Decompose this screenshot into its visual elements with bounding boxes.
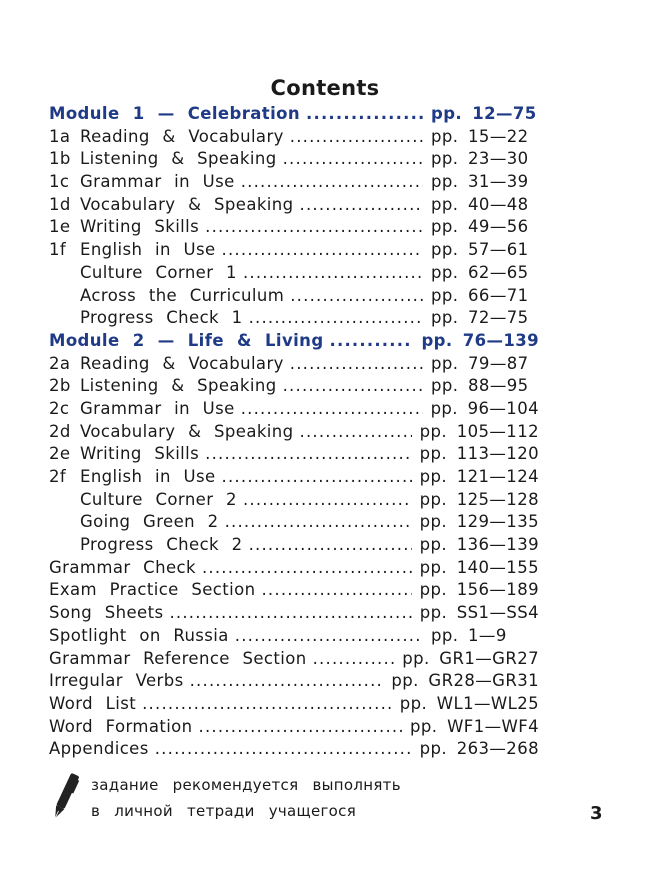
toc-row: [49, 694, 539, 717]
dot-leader: [205, 217, 423, 236]
toc-row-title: Word List: [49, 693, 137, 713]
toc-row: [49, 535, 539, 558]
toc-row-pages: pp. 62—65: [431, 262, 529, 282]
toc-row: [49, 626, 539, 649]
toc-row-number: 2b: [49, 376, 71, 396]
toc-row-pages: pp. 121—124: [419, 467, 539, 486]
dot-leader: [300, 422, 412, 441]
dot-leader: [155, 739, 412, 758]
toc-row: [49, 467, 539, 490]
toc-row-title: Writing Skills: [80, 217, 200, 237]
toc-row: [49, 490, 539, 513]
dot-leader: [249, 535, 412, 554]
toc-row-pages: pp. SS1—SS4: [419, 603, 539, 623]
toc-row: [49, 558, 539, 581]
toc-row: [49, 286, 539, 309]
toc-row-title: Exam Practice Section: [49, 580, 256, 600]
page-title: Contents: [270, 76, 380, 100]
toc-module-row: [49, 331, 539, 354]
toc-row-pages: pp. 1—9: [431, 625, 507, 645]
toc-row-pages: pp. 23—30: [431, 149, 529, 169]
toc-row-title: Listening & Speaking: [80, 376, 277, 396]
toc-row-number: 1f: [49, 240, 67, 260]
toc-row-pages: pp. 76—139: [421, 330, 539, 350]
toc-row-title: Word Formation: [49, 716, 193, 736]
toc-row-title: Vocabulary & Speaking: [80, 421, 294, 441]
dot-leader: [225, 512, 412, 531]
toc-module-row: [49, 104, 539, 127]
toc-row-pages: pp. 12—75: [431, 104, 537, 123]
toc-row-title: Listening & Speaking: [80, 149, 277, 169]
dot-leader: [235, 626, 423, 645]
toc-row: [49, 444, 539, 467]
toc-row-title: Module 2 — Life & Living: [49, 330, 324, 350]
toc-row-pages: pp. 88—95: [431, 376, 529, 396]
toc-row-pages: pp. 140—155: [419, 557, 539, 577]
toc-row-pages: pp. 31—39: [431, 172, 529, 192]
toc-row-number: 1d: [49, 194, 71, 214]
toc-row-pages: pp. 57—61: [431, 240, 529, 260]
dot-leader: [313, 649, 395, 668]
toc-row-pages: pp. 49—56: [431, 217, 529, 237]
note-line-2: в личной тетради учащегося: [91, 802, 357, 820]
pen-icon: [48, 770, 80, 826]
toc-row-pages: pp. 129—135: [419, 512, 539, 532]
toc-row-pages: pp. 263—268: [419, 739, 539, 759]
dot-leader: [169, 603, 411, 622]
toc-row-title: English in Use: [80, 467, 216, 486]
toc-row-title: Spotlight on Russia: [49, 625, 229, 645]
toc-row-title: Culture Corner 2: [80, 489, 237, 509]
toc-row-pages: pp. WF1—WF4: [410, 716, 539, 736]
toc-row-title: Reading & Vocabulary: [80, 353, 284, 373]
toc-row-number: 1a: [49, 126, 71, 146]
toc-row: [49, 603, 539, 626]
dot-leader: [330, 331, 414, 350]
toc-row-title: Module 1 — Celebration: [49, 104, 301, 123]
toc-row: [49, 217, 539, 240]
toc-row: [49, 240, 539, 263]
dot-leader: [283, 149, 423, 168]
dot-leader: [199, 717, 403, 736]
dot-leader: [261, 580, 411, 599]
toc-row-pages: pp. 40—48: [431, 194, 529, 214]
dot-leader: [205, 444, 412, 463]
toc-row-pages: pp. GR28—GR31: [391, 671, 539, 691]
toc-row-title: Vocabulary & Speaking: [80, 194, 294, 214]
toc-row: [49, 127, 539, 150]
toc-row: [49, 671, 539, 694]
dot-leader: [249, 308, 423, 327]
toc-row-title: Grammar Check: [49, 557, 196, 577]
toc-row-pages: pp. 72—75: [431, 308, 529, 328]
dot-leader: [222, 467, 412, 486]
dot-leader: [290, 354, 423, 373]
toc-row-title: Progress Check 2: [80, 535, 243, 555]
toc-row-title: Appendices: [49, 739, 149, 759]
toc-row-title: Grammar in Use: [80, 398, 235, 418]
toc-row-number: 2c: [49, 398, 70, 418]
toc-row: [49, 308, 539, 331]
toc-row-title: Irregular Verbs: [49, 671, 184, 691]
toc-row-pages: pp. 156—189: [419, 580, 539, 600]
toc-row: [49, 399, 539, 422]
toc-row-title: Grammar in Use: [80, 172, 235, 192]
dot-leader: [222, 240, 423, 259]
toc-row: [49, 717, 539, 740]
toc-row: [49, 195, 539, 218]
toc-row: [49, 649, 539, 672]
toc-row: [49, 172, 539, 195]
dot-leader: [241, 172, 423, 191]
table-of-contents: [49, 104, 539, 762]
toc-row-pages: pp. 66—71: [431, 285, 529, 305]
toc-row: [49, 512, 539, 535]
dot-leader: [290, 127, 423, 146]
dot-leader: [190, 671, 384, 690]
toc-row-pages: pp. WL1—WL25: [399, 693, 539, 713]
toc-row-title: Going Green 2: [80, 512, 219, 532]
note-line-1: задание рекомендуется выполнять: [91, 776, 401, 794]
toc-row-title: Writing Skills: [80, 444, 200, 464]
toc-row-title: English in Use: [80, 240, 216, 260]
toc-row-number: 1c: [49, 172, 70, 192]
toc-row-title: Progress Check 1: [80, 308, 243, 328]
dot-leader: [243, 263, 423, 282]
toc-row-number: 2f: [49, 467, 67, 486]
toc-row-pages: pp. 105—112: [419, 421, 539, 441]
dot-leader: [306, 104, 423, 123]
toc-row: [49, 263, 539, 286]
toc-row-pages: pp. 79—87: [431, 353, 529, 373]
toc-row-number: 1b: [49, 149, 71, 169]
toc-row-number: 2a: [49, 353, 71, 373]
toc-row: [49, 376, 539, 399]
toc-row-number: 1e: [49, 217, 71, 237]
toc-row-title: Song Sheets: [49, 603, 164, 623]
toc-row-title: Culture Corner 1: [80, 262, 237, 282]
toc-row: [49, 580, 539, 603]
toc-row-pages: pp. 136—139: [419, 535, 539, 555]
dot-leader: [290, 286, 423, 305]
dot-leader: [283, 376, 423, 395]
page-number: 3: [590, 803, 603, 824]
toc-row-number: 2d: [49, 421, 71, 441]
toc-row: [49, 354, 539, 377]
toc-row-title: Grammar Reference Section: [49, 648, 307, 668]
dot-leader: [243, 490, 412, 509]
toc-row: [49, 149, 539, 172]
toc-row-pages: pp. 15—22: [431, 126, 529, 146]
workbook-note: [48, 770, 468, 830]
toc-row: [49, 422, 539, 445]
dot-leader: [241, 399, 423, 418]
toc-row-pages: pp. GR1—GR27: [402, 648, 539, 668]
toc-row-title: Reading & Vocabulary: [80, 126, 284, 146]
toc-row: [49, 739, 539, 762]
toc-row-pages: pp. 113—120: [419, 444, 539, 464]
toc-row-pages: pp. 96—104: [430, 398, 539, 418]
toc-row-number: 2e: [49, 444, 71, 464]
dot-leader: [300, 195, 424, 214]
toc-row-pages: pp. 125—128: [419, 489, 539, 509]
toc-row-title: Across the Curriculum: [80, 285, 285, 305]
dot-leader: [142, 694, 392, 713]
dot-leader: [202, 558, 412, 577]
